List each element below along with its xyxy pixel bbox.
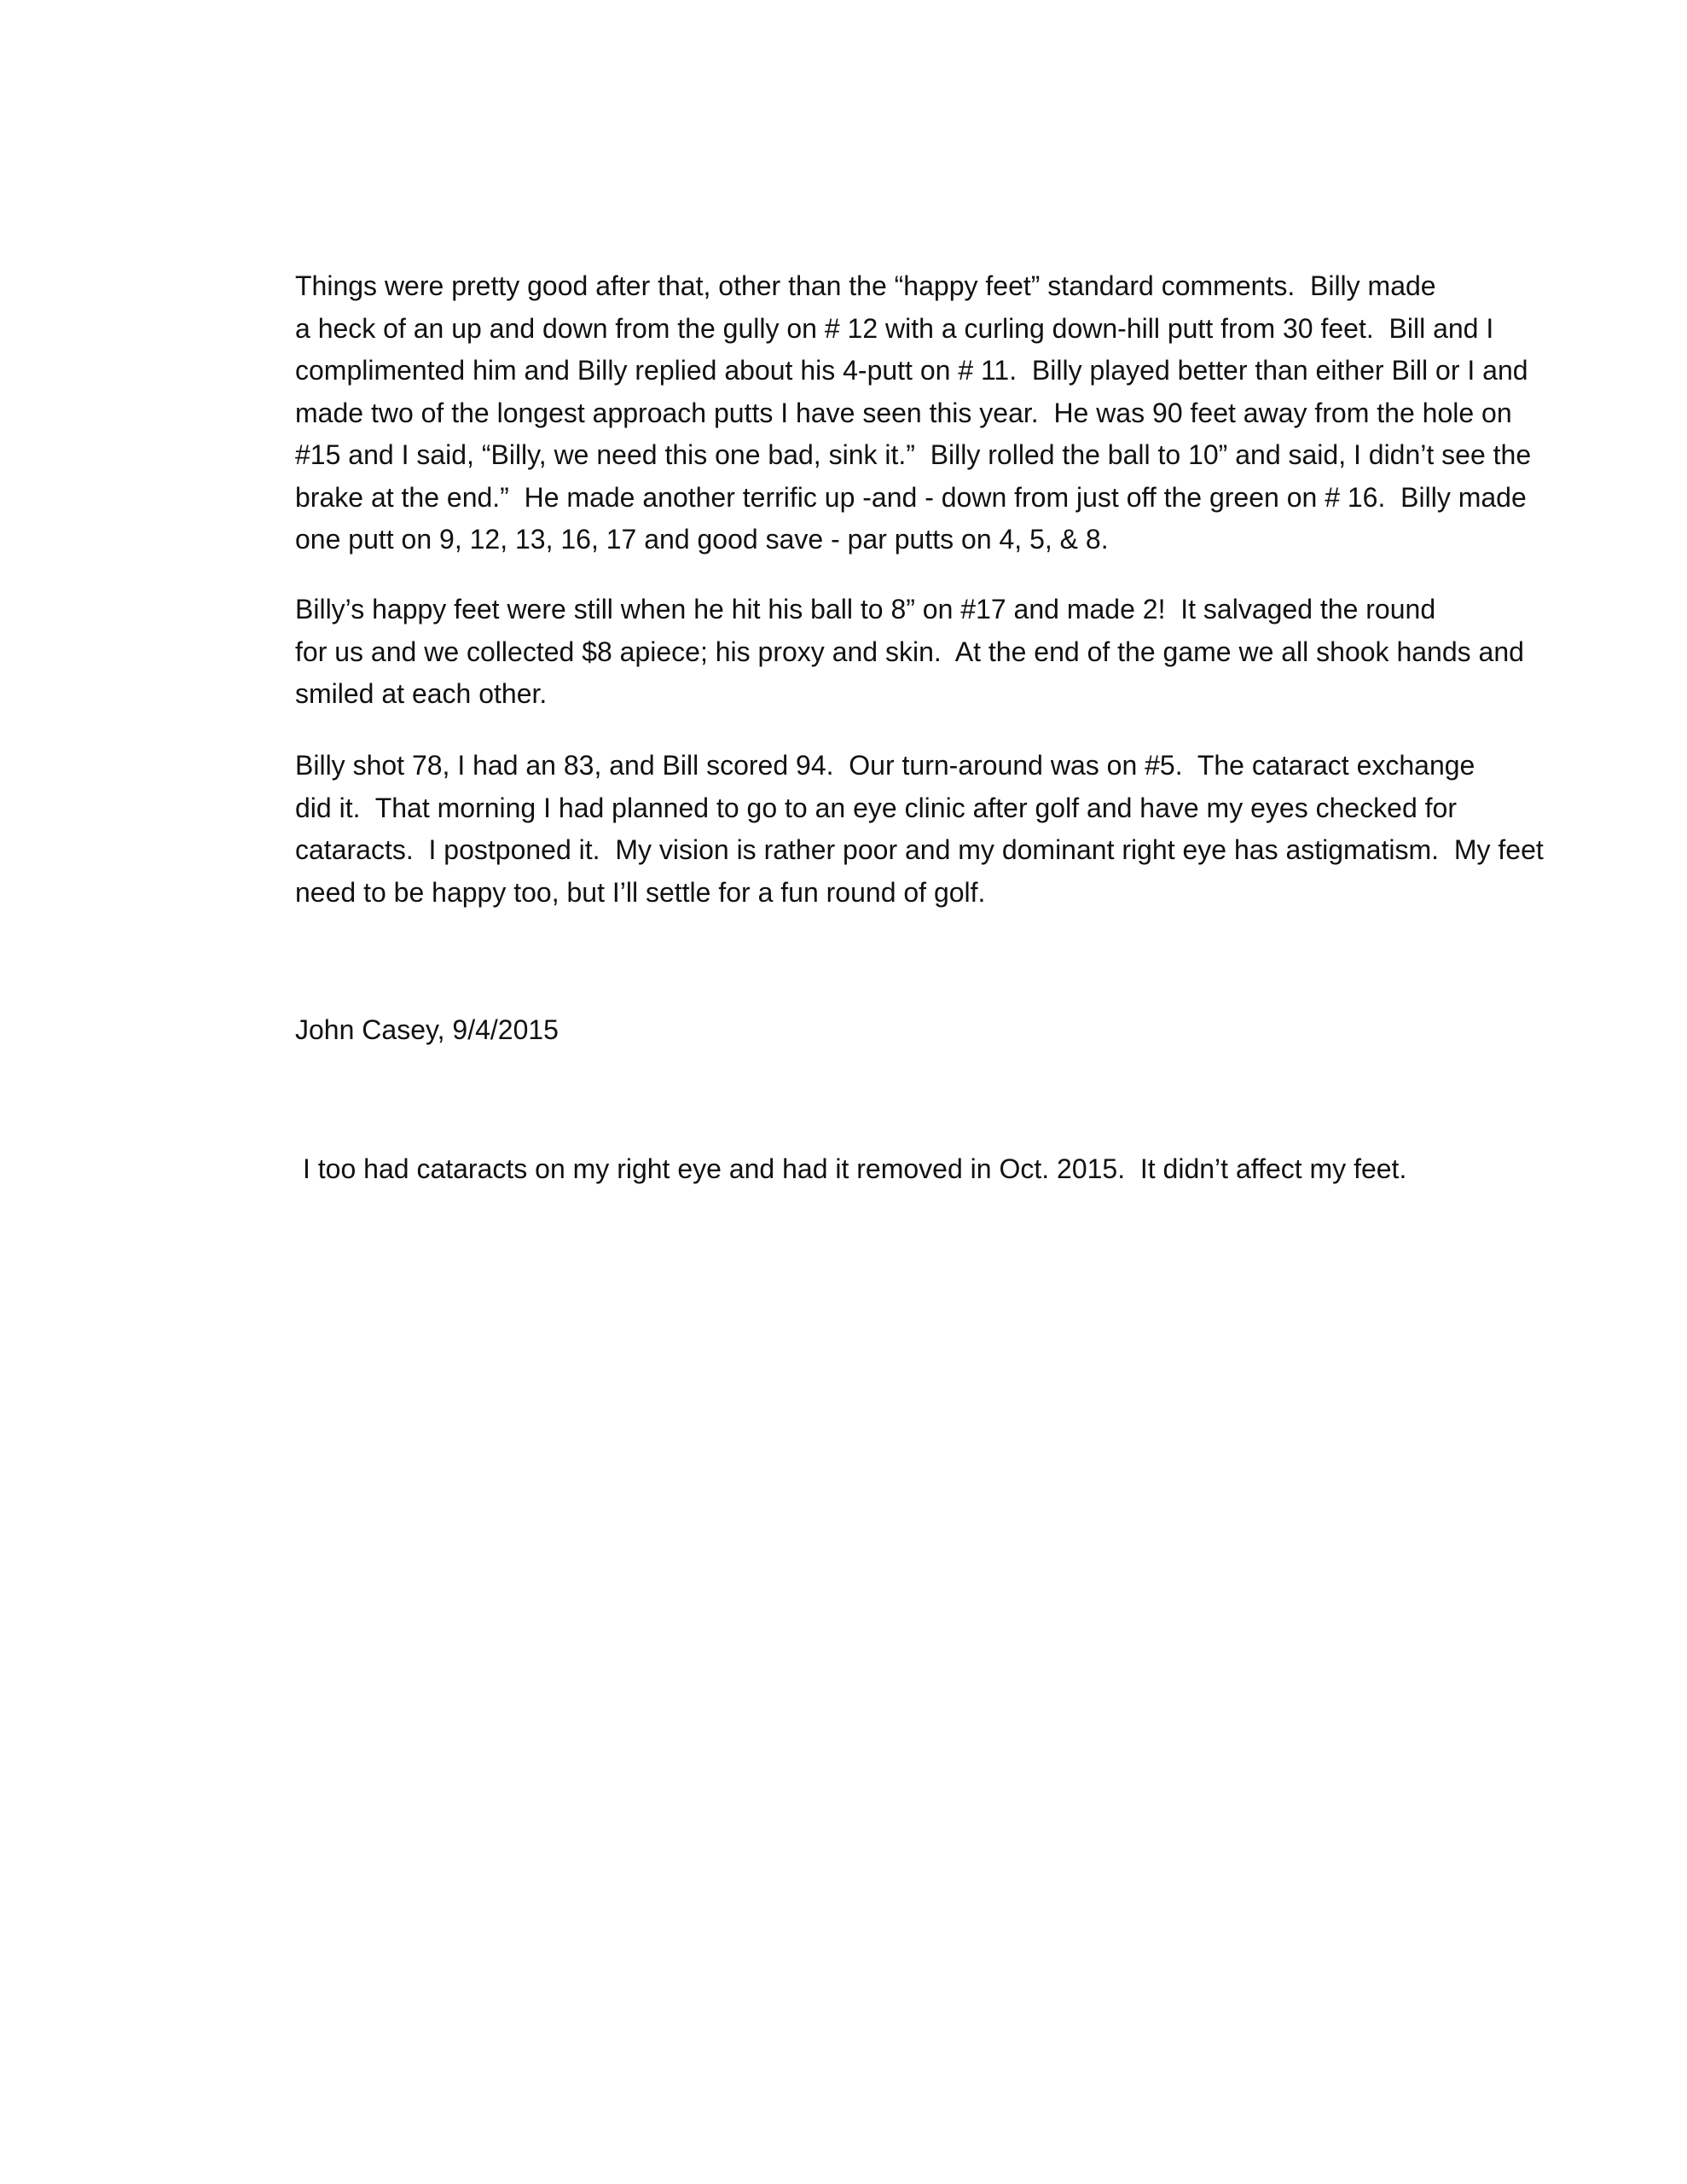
paragraph-line: #15 and I said, “Billy, we need this one bad, sink it.” Billy rolled the ball to 10” and said, I didn’t see the bbox=[295, 439, 1532, 470]
author-signature: John Casey, 9/4/2015 bbox=[295, 1014, 559, 1045]
paragraph-line: Billy shot 78, I had an 83, and Bill scored 94. Our turn-around was on #5. The cataract exchange bbox=[295, 750, 1475, 781]
paragraph-line: brake at the end.” He made another terrific up -and - down from just off the green on # 16. Billy made bbox=[295, 481, 1527, 513]
paragraph-line: a heck of an up and down from the gully on # 12 with a curling down-hill putt from 30 feet. Bill and I bbox=[295, 312, 1494, 344]
postscript-note: I too had cataracts on my right eye and had it removed in Oct. 2015. It didn’t affect my feet. bbox=[303, 1153, 1407, 1184]
paragraph-line: for us and we collected $8 apiece; his proxy and skin. At the end of the game we all shook hands and bbox=[295, 636, 1524, 667]
paragraph-hole-17 bbox=[198, 589, 1524, 716]
paragraph-line: smiled at each other. bbox=[295, 678, 548, 709]
paragraph-line: one putt on 9, 12, 13, 16, 17 and good save - par putts on 4, 5, & 8. bbox=[295, 524, 1109, 555]
paragraph-line: need to be happy too, but I’ll settle for a fun round of golf. bbox=[295, 876, 986, 908]
paragraph-line: made two of the longest approach putts I have seen this year. He was 90 feet away from the hole on bbox=[295, 397, 1512, 428]
paragraph-round-recap bbox=[198, 265, 1532, 561]
paragraph-line: complimented him and Billy replied about his 4-putt on # 11. Billy played better than either Bill or I and bbox=[295, 355, 1528, 386]
paragraph-line: Things were pretty good after that, other than the “happy feet” standard comments. Billy made bbox=[295, 270, 1436, 301]
paragraph-line: cataracts. I postponed it. My vision is rather poor and my dominant right eye has astigmatism. My feet bbox=[295, 834, 1544, 865]
paragraph-final-scores bbox=[198, 745, 1544, 914]
paragraph-line: Billy’s happy feet were still when he hit his ball to 8” on #17 and made 2! It salvaged the round bbox=[295, 594, 1436, 624]
paragraph-line: did it. That morning I had planned to go to an eye clinic after golf and have my eyes checked for bbox=[295, 792, 1457, 823]
